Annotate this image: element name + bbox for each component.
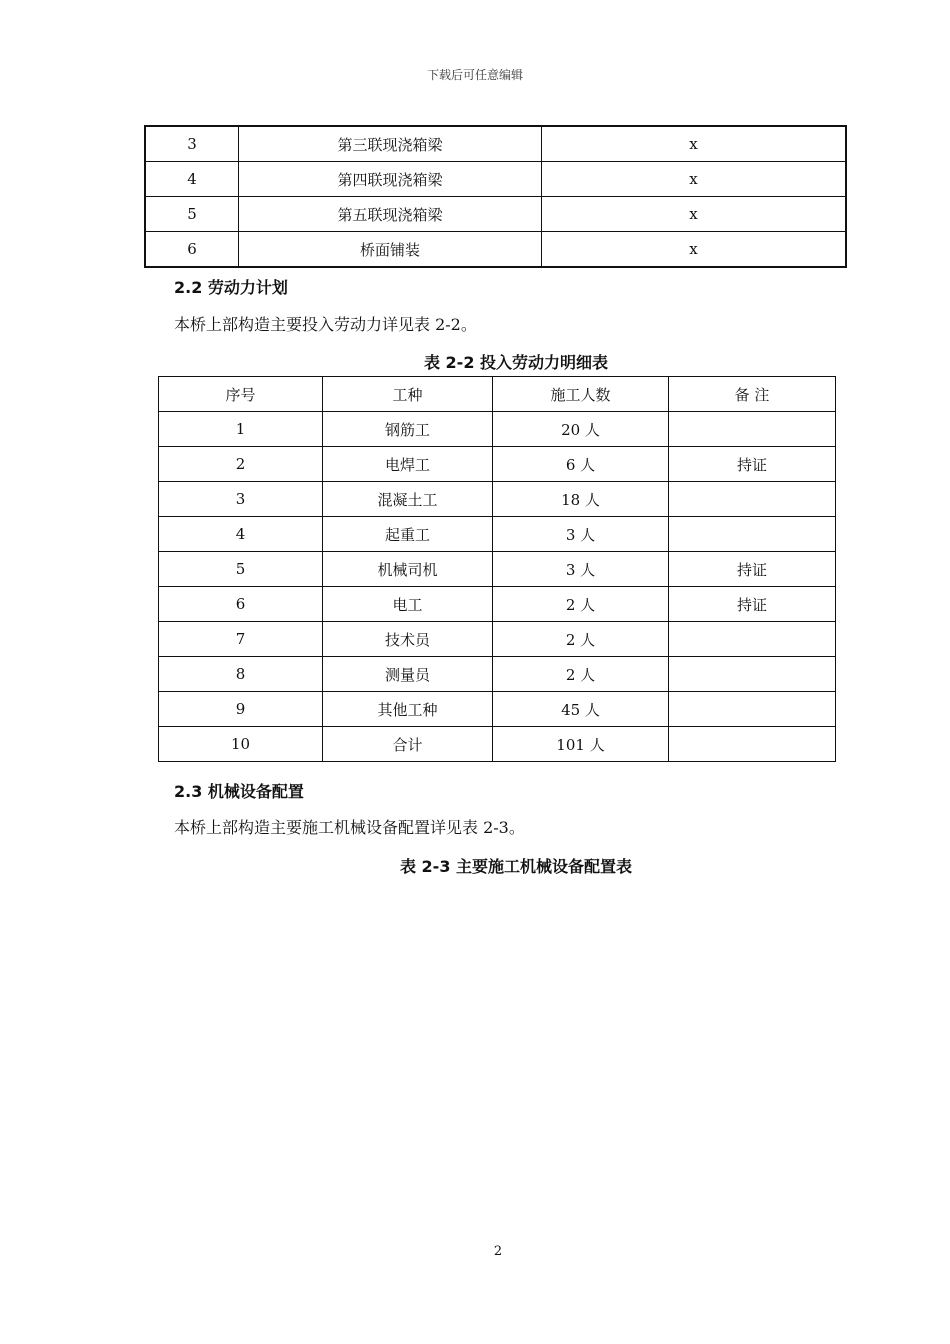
table-cell: 测量员 xyxy=(323,657,493,692)
labor-table xyxy=(158,376,836,762)
page-header: 下载后可任意编辑 xyxy=(426,68,523,82)
continued-table xyxy=(144,125,847,268)
table-cell: 2 xyxy=(159,447,323,482)
table-row xyxy=(145,232,846,268)
table-cell: 10 xyxy=(159,727,323,762)
table-cell: 6 xyxy=(145,232,239,268)
section-2-2-paragraph: 本桥上部构造主要投入劳动力详见表 2-2。 xyxy=(174,315,477,334)
table-cell: 4 xyxy=(159,517,323,552)
table-cell: 20 人 xyxy=(493,412,669,447)
table-cell: 7 xyxy=(159,622,323,657)
section-2-3-paragraph: 本桥上部构造主要施工机械设备配置详见表 2-3。 xyxy=(174,818,525,837)
table-cell: 起重工 xyxy=(323,517,493,552)
table-cell: 3 人 xyxy=(493,552,669,587)
table-cell: 4 xyxy=(145,162,239,197)
table-2-2-caption: 表 2-2 投入劳动力明细表 xyxy=(423,353,609,372)
table-cell: 3 xyxy=(159,482,323,517)
table-cell: 电焊工 xyxy=(323,447,493,482)
table-cell: 2 人 xyxy=(493,587,669,622)
table-cell: 第三联现浇箱梁 xyxy=(239,126,542,162)
page-number: 2 xyxy=(493,1244,503,1259)
table-cell: 5 xyxy=(159,552,323,587)
table-cell: 持证 xyxy=(669,587,836,622)
table-cell: 技术员 xyxy=(323,622,493,657)
table-cell: 3 xyxy=(145,126,239,162)
table-cell xyxy=(669,517,836,552)
table-row xyxy=(159,447,836,482)
table-row xyxy=(159,517,836,552)
table-cell xyxy=(669,482,836,517)
table-cell: x xyxy=(542,162,847,197)
table-cell: 2 人 xyxy=(493,657,669,692)
column-header: 施工人数 xyxy=(493,377,669,412)
table-cell: x xyxy=(542,126,847,162)
table-row xyxy=(159,552,836,587)
table-cell xyxy=(669,657,836,692)
table-row xyxy=(159,727,836,762)
table-cell: 8 xyxy=(159,657,323,692)
table-row xyxy=(159,412,836,447)
table-cell: 6 人 xyxy=(493,447,669,482)
table-cell: 第四联现浇箱梁 xyxy=(239,162,542,197)
table-cell: 2 人 xyxy=(493,622,669,657)
table-cell: 第五联现浇箱梁 xyxy=(239,197,542,232)
table-header-row xyxy=(159,377,836,412)
table-cell xyxy=(669,622,836,657)
table-cell: 其他工种 xyxy=(323,692,493,727)
table-cell: 持证 xyxy=(669,447,836,482)
table-cell: 合计 xyxy=(323,727,493,762)
table-row xyxy=(145,162,846,197)
table-row xyxy=(159,657,836,692)
table-row xyxy=(159,587,836,622)
table-row xyxy=(145,126,846,162)
table-cell: x xyxy=(542,232,847,268)
table-cell: 18 人 xyxy=(493,482,669,517)
column-header: 备 注 xyxy=(669,377,836,412)
table-cell: x xyxy=(542,197,847,232)
table-cell xyxy=(669,412,836,447)
table-cell xyxy=(669,692,836,727)
table-2-3-caption: 表 2-3 主要施工机械设备配置表 xyxy=(399,857,633,876)
table-row xyxy=(159,622,836,657)
table-cell: 电工 xyxy=(323,587,493,622)
table-row xyxy=(145,197,846,232)
table-cell: 101 人 xyxy=(493,727,669,762)
table-row xyxy=(159,482,836,517)
table-cell: 5 xyxy=(145,197,239,232)
table-cell: 桥面铺装 xyxy=(239,232,542,268)
table-cell: 6 xyxy=(159,587,323,622)
table-cell: 混凝土工 xyxy=(323,482,493,517)
column-header: 工种 xyxy=(323,377,493,412)
section-heading-2-3: 2.3 机械设备配置 xyxy=(174,782,304,801)
column-header: 序号 xyxy=(159,377,323,412)
table-cell: 1 xyxy=(159,412,323,447)
table-cell: 钢筋工 xyxy=(323,412,493,447)
table-cell xyxy=(669,727,836,762)
table-cell: 持证 xyxy=(669,552,836,587)
table-cell: 3 人 xyxy=(493,517,669,552)
table-cell: 9 xyxy=(159,692,323,727)
table-cell: 45 人 xyxy=(493,692,669,727)
table-cell: 机械司机 xyxy=(323,552,493,587)
section-heading-2-2: 2.2 劳动力计划 xyxy=(174,278,288,297)
table-row xyxy=(159,692,836,727)
